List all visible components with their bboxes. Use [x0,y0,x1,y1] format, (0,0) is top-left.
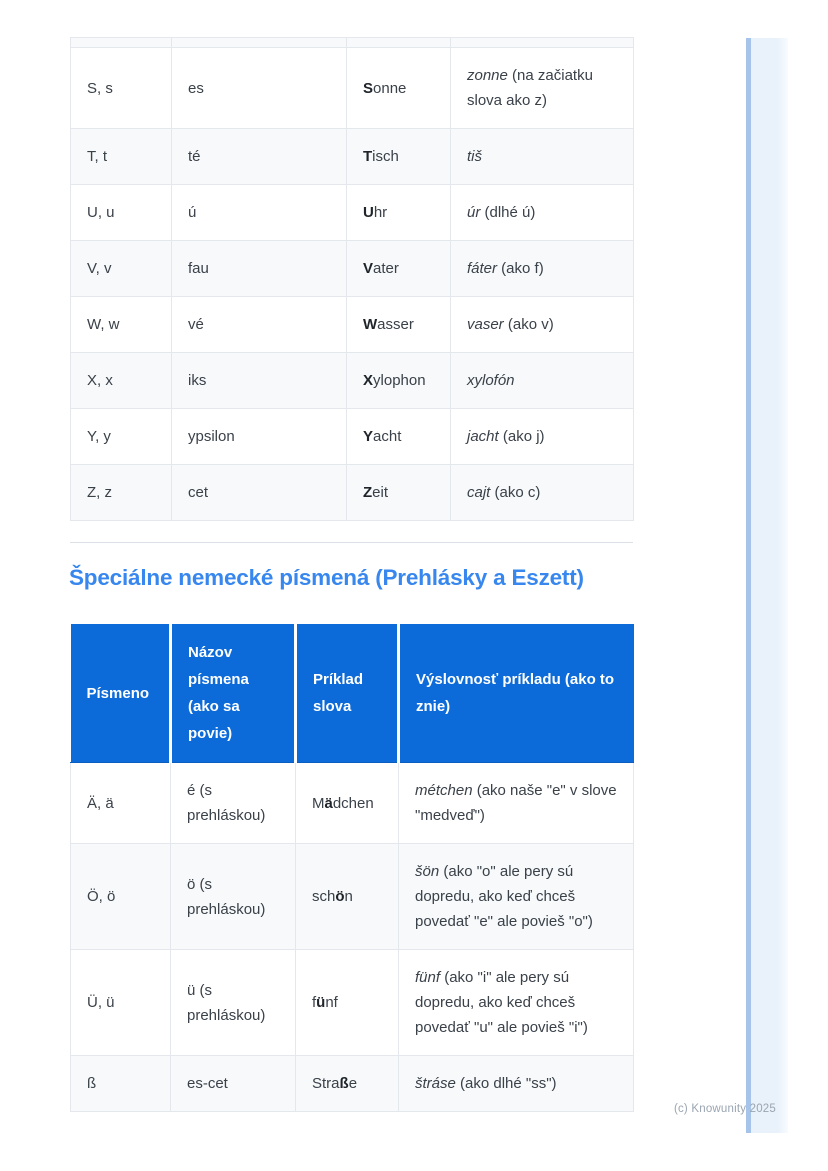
letter-name-cell: cet [172,465,347,521]
table-row [71,950,634,1056]
table-row [71,1056,634,1112]
letter-name-cell: ö (s prehláskou) [171,844,296,950]
pronunciation-cell: xylofón [451,353,634,409]
alphabet-table-section [70,37,634,521]
letter-name-cell: iks [172,353,347,409]
pronunciation-cell: métchen (ako naše "e" v slove "medveď") [399,763,634,844]
table-row [71,48,634,129]
table-row [71,409,634,465]
page-edge-strip [746,38,788,1133]
letter-cell: T, t [71,129,172,185]
pronunciation-cell: vaser (ako v) [451,297,634,353]
letter-cell: Y, y [71,409,172,465]
example-word-cell: Vater [347,241,451,297]
pronunciation-cell: šön (ako "o" ale pery sú dopredu, ako keď chceš povedať "e" ale povieš "o") [399,844,634,950]
special-table-body [71,763,634,1112]
pronunciation-cell: úr (dlhé ú) [451,185,634,241]
letter-name-cell: ú [172,185,347,241]
section-divider [70,542,633,543]
letter-name-cell: es-cet [171,1056,296,1112]
table-row [71,844,634,950]
table-row [71,465,634,521]
cutoff-row [71,38,634,48]
table-row [71,763,634,844]
pronunciation-cell: štráse (ako dlhé "ss") [399,1056,634,1112]
letter-name-cell: ypsilon [172,409,347,465]
letter-cell: Ö, ö [71,844,171,950]
alphabet-table [70,37,634,521]
letter-name-cell: ü (s prehláskou) [171,950,296,1056]
example-word-cell: Yacht [347,409,451,465]
column-header-example: Príklad slova [296,624,399,763]
section-heading: Špeciálne nemecké písmená (Prehlásky a Eszett) [69,565,584,590]
letter-cell: ß [71,1056,171,1112]
example-word-cell: Sonne [347,48,451,129]
cutoff-cell [172,38,347,48]
example-word-cell: schön [296,844,399,950]
example-word-cell: Xylophon [347,353,451,409]
column-header-letter: Písmeno [71,624,171,763]
special-table-header [71,624,634,763]
letter-name-cell: fau [172,241,347,297]
header-row [71,624,634,763]
letter-cell: S, s [71,48,172,129]
table-row [71,297,634,353]
letter-name-cell: vé [172,297,347,353]
letter-cell: X, x [71,353,172,409]
column-header-pronunciation: Výslovnosť príkladu (ako to znie) [399,624,634,763]
example-word-cell: Wasser [347,297,451,353]
letter-cell: Z, z [71,465,172,521]
letter-cell: Ä, ä [71,763,171,844]
column-header-name: Názov písmena (ako sa povie) [171,624,296,763]
watermark-credit: (c) Knowunity 2025 [673,1103,776,1115]
pronunciation-cell: tiš [451,129,634,185]
table-row [71,185,634,241]
letter-name-cell: é (s prehláskou) [171,763,296,844]
table-row [71,129,634,185]
letter-cell: Ü, ü [71,950,171,1056]
cutoff-cell [451,38,634,48]
pronunciation-cell: cajt (ako c) [451,465,634,521]
example-word-cell: fünf [296,950,399,1056]
example-word-cell: Tisch [347,129,451,185]
table-row [71,353,634,409]
special-letters-table [70,624,634,1112]
letter-name-cell: es [172,48,347,129]
letter-cell: V, v [71,241,172,297]
letter-cell: W, w [71,297,172,353]
pronunciation-cell: fünf (ako "i" ale pery sú dopredu, ako keď chceš povedať "u" ale povieš "i") [399,950,634,1056]
special-letters-section [70,624,634,1112]
letter-cell: U, u [71,185,172,241]
example-word-cell: Straße [296,1056,399,1112]
cutoff-cell [347,38,451,48]
example-word-cell: Uhr [347,185,451,241]
letter-name-cell: té [172,129,347,185]
pronunciation-cell: fáter (ako f) [451,241,634,297]
alphabet-table-body [71,38,634,521]
pronunciation-cell: zonne (na začiatku slova ako z) [451,48,634,129]
example-word-cell: Zeit [347,465,451,521]
pronunciation-cell: jacht (ako j) [451,409,634,465]
cutoff-cell [71,38,172,48]
table-row [71,241,634,297]
example-word-cell: Mädchen [296,763,399,844]
